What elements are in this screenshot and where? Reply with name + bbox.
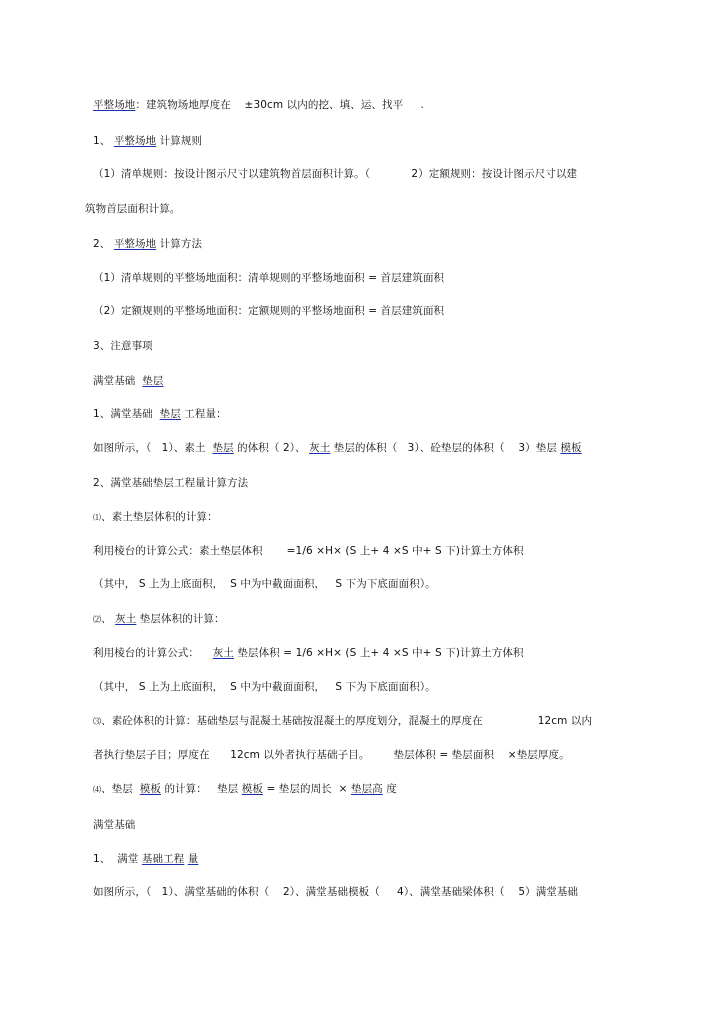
text-run: 如图所示，（ 1）、满堂基础的体积（ 2）、满堂基础模板（ 4）、满堂基础梁体积（ 5）满堂基础 [93,886,579,898]
text-run: 筑物首层面积计算。 [85,203,181,215]
text-line [93,510,218,525]
text-line [93,782,397,797]
text-run: ⑵ [93,615,102,624]
text-line [93,476,248,490]
text-line [93,304,444,318]
text-run: 、 [101,613,116,625]
text-line [93,167,577,181]
text-run: ⑴ [93,513,102,522]
text-line [93,544,524,558]
text-run: 垫层体积的计算： [136,613,225,625]
text-line [93,577,436,591]
text-run: 度 [382,783,397,795]
text-line [93,441,582,455]
text-run: 利用棱台的计算公式： [93,647,213,659]
text-run: = 垫层的周长 × [263,783,351,795]
linked-term[interactable]: 平整场地 [113,135,157,147]
text-line [93,885,578,899]
text-run: 工程量： [180,408,227,420]
text-run: 1、 [93,135,114,147]
text-line [93,98,424,112]
text-run: 垫层的体积（ 3）、砼垫层的体积（ 3）垫层 [330,442,561,454]
linked-term[interactable]: 垫层高 [350,783,383,795]
linked-term[interactable]: 灰土 [212,647,234,659]
text-run: ⑷ [93,785,102,794]
text-run: ⑶ [93,717,102,726]
linked-term[interactable]: 平整场地 [113,238,157,250]
linked-term[interactable]: 模板 [139,783,161,795]
linked-term[interactable]: 基础工程 [141,853,185,865]
text-run: 如图所示，（ 1）、素土 [93,442,213,454]
text-line [93,407,227,421]
text-run: 、垫层 [101,783,140,795]
text-run: 计算方法 [156,238,203,250]
text-line [93,852,198,866]
text-run: 满堂基础 [93,375,143,387]
text-line [93,748,570,762]
linked-term[interactable]: 平整场地 [93,99,136,111]
text-line [93,680,436,694]
text-run: （2）定额规则的平整场地面积：定额规则的平整场地面积 = 首层建筑面积 [93,305,445,317]
text-run: 满堂基础 [93,819,136,831]
text-run: 、素砼体积的计算：基础垫层与混凝土基础按混凝土的厚度划分，混凝土的厚度在 12cm 以内 [101,715,593,727]
text-line [93,714,592,729]
text-run: （其中， S 上为上底面积， S 中为中截面面积， S 下为下底面面积）。 [93,681,436,693]
text-run: 2、满堂基础垫层工程量计算方法 [93,477,249,489]
text-line [93,612,225,627]
linked-term[interactable]: 垫层 [142,375,164,387]
text-run: 、素土垫层体积的计算： [101,511,218,523]
text-run: ：建筑物场地厚度在 ±30cm 以内的挖、填、运、找平 . [135,99,424,111]
text-run: （1）清单规则的平整场地面积：清单规则的平整场地面积 = 首层建筑面积 [93,272,445,284]
text-line [93,339,153,353]
text-line [93,374,163,388]
text-run: 3、注意事项 [93,340,153,352]
linked-term[interactable]: 模板 [241,783,263,795]
text-run: （其中， S 上为上底面积， S 中为中截面面积， S 下为下底面面积）。 [93,578,436,590]
text-line [85,202,180,216]
text-run: （1）清单规则：按设计图示尺寸以建筑物首层面积计算。（ 2）定额规则：按设计图示尺寸以建 [93,168,578,180]
text-line [93,237,202,251]
text-run: 计算规则 [156,135,203,147]
text-line [93,271,444,285]
linked-term[interactable]: 灰土 [115,613,137,625]
text-run: 1、 满堂 [93,853,142,865]
text-line [93,134,202,148]
text-line [93,646,524,660]
text-run: 的计算： 垫层 [161,783,242,795]
linked-term[interactable]: 垫层 [212,442,234,454]
text-run: 者执行垫层子目；厚度在 12cm 以外者执行基础子目。 垫层体积 = 垫层面积 ×垫层厚度。 [93,749,570,761]
linked-term[interactable]: 灰土 [309,442,331,454]
text-run: 2、 [93,238,114,250]
linked-term[interactable]: 模板 [560,442,582,454]
linked-term[interactable]: 垫层 [159,408,181,420]
text-run: 利用棱台的计算公式：素土垫层体积 =1/6 ×H× (S 上+ 4 ×S 中+ S 下)计算土方体积 [93,545,524,557]
text-run: 垫层体积 = 1/6 ×H× (S 上+ 4 ×S 中+ S 下)计算土方体积 [233,647,524,659]
text-run: 1、满堂基础 [93,408,160,420]
text-line [93,818,135,832]
linked-term[interactable]: 量 [187,853,199,865]
text-run: 的体积（ 2）、 [233,442,310,454]
